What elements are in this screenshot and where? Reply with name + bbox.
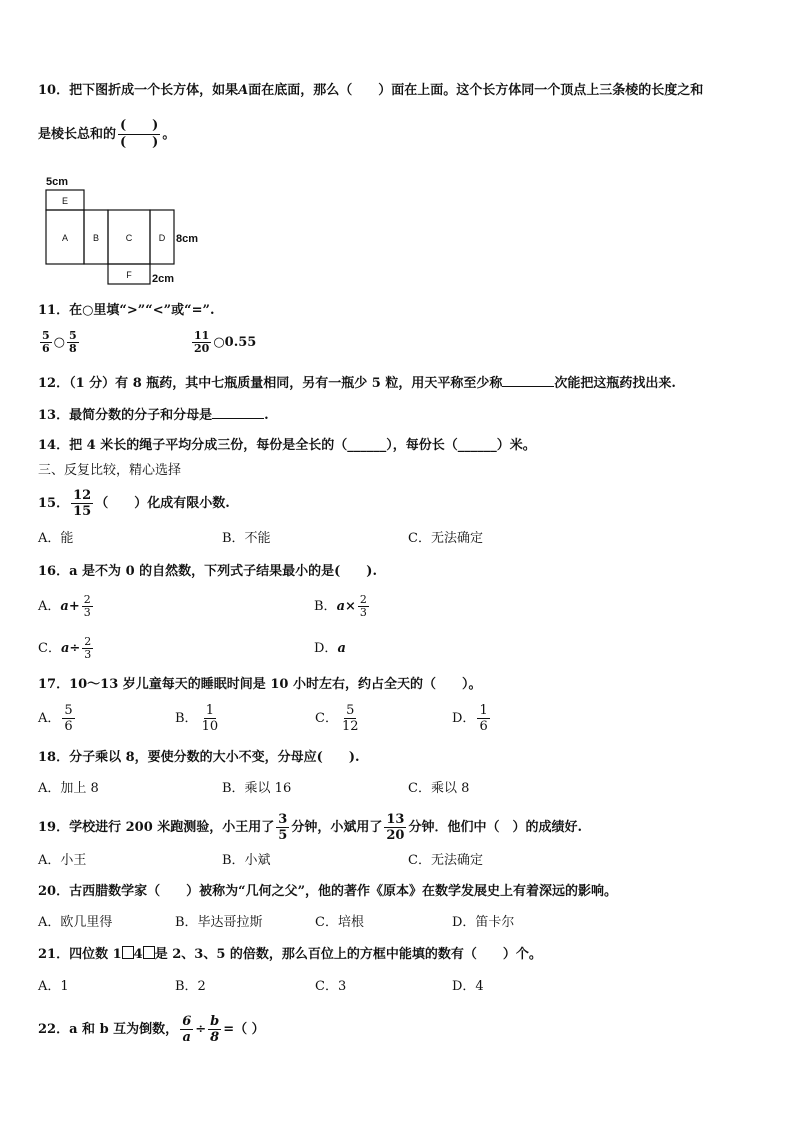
face-a-label: A xyxy=(61,233,69,243)
q17-c-num: 5 xyxy=(346,703,355,718)
q16-option-d[interactable] xyxy=(314,640,346,658)
q15-frac xyxy=(71,488,93,519)
q13-text2: . xyxy=(264,408,269,423)
face-f-label: F xyxy=(126,270,132,280)
q11-frac1-num: 5 xyxy=(42,329,50,342)
q10-frac-num: ( ) xyxy=(120,118,159,133)
dim-2cm-label: 2cm xyxy=(152,273,175,285)
q19-text2: 分钟，小斌用了 xyxy=(291,820,383,835)
q15-frac-den: 15 xyxy=(73,504,92,519)
q13-answer-blank[interactable] xyxy=(212,406,264,419)
q13-line xyxy=(38,406,269,425)
q19-frac1-num: 3 xyxy=(278,812,288,827)
q17-option-b[interactable] xyxy=(175,703,222,734)
q17-d-frac xyxy=(477,703,489,734)
q10-frac-den: ( ) xyxy=(120,135,159,150)
q11-frac2 xyxy=(67,330,79,355)
q17-c-label: C． xyxy=(315,711,338,726)
face-e-label: E xyxy=(61,196,69,206)
q16-c-expr: a÷ xyxy=(60,641,81,656)
q16-c-den: 3 xyxy=(84,648,92,661)
q20-option-a[interactable]: A．欧几里得 xyxy=(38,915,113,930)
q16-c-num: 2 xyxy=(84,635,92,648)
q17-b-den: 10 xyxy=(201,719,219,734)
q22-text1: 22．a 和 b 互为倒数， xyxy=(38,1022,179,1037)
q21-text2: 4 xyxy=(133,947,143,962)
q18-question: 18．分子乘以 8，要使分数的大小不变，分母应( ). xyxy=(38,750,360,765)
q21-option-c[interactable]: C．3 xyxy=(315,979,347,994)
q20-question: 20．古西腊数学家（ ）被称为“几何之父”，他的著作《原本》在数学发展史上有着深远的影响。 xyxy=(38,884,618,899)
q16-c-label: C． xyxy=(38,641,61,656)
q11-frac1 xyxy=(40,330,52,355)
q20-option-c[interactable]: C．培根 xyxy=(315,915,364,930)
q21-option-b[interactable]: B．2 xyxy=(175,979,206,994)
q16-d-expr: a xyxy=(337,641,346,656)
q10-cuboid-net-diagram xyxy=(40,174,220,286)
q16-b-den: 3 xyxy=(359,606,367,619)
q17-option-d[interactable] xyxy=(452,703,492,734)
q16-b-num: 2 xyxy=(359,593,367,606)
q10-text3: 是棱长总和的 xyxy=(38,127,117,142)
q22-frac1 xyxy=(180,1014,193,1045)
q15-option-c[interactable]: C．无法确定 xyxy=(408,531,483,546)
q17-c-den: 12 xyxy=(341,719,359,734)
q16-a-expr: a+ xyxy=(60,599,80,614)
q16-b-frac xyxy=(358,594,369,619)
section-3-heading: 三、反复比较，精心选择 xyxy=(38,463,182,478)
q11-circle1[interactable]: ○ xyxy=(53,335,65,350)
q11-item1 xyxy=(38,330,81,355)
q20-option-b[interactable]: B．毕达哥拉斯 xyxy=(175,915,263,930)
q19-option-a[interactable]: A．小王 xyxy=(38,853,87,868)
q14-question: 14．把 4 米长的绳子平均分成三份，每份是全长的（______），每份长（______）米。 xyxy=(38,438,536,453)
q17-a-label: A． xyxy=(38,711,61,726)
q12-line xyxy=(38,374,676,393)
q21-line xyxy=(38,946,542,964)
q19-frac2-den: 20 xyxy=(386,828,405,843)
q18-option-b[interactable]: B．乘以 16 xyxy=(222,781,292,796)
q21-text1: 21．四位数 1 xyxy=(38,947,122,962)
q21-units-box[interactable] xyxy=(143,946,155,959)
q15-line xyxy=(38,488,230,519)
q11-frac2-den: 8 xyxy=(69,342,77,355)
q10-line1 xyxy=(38,82,703,100)
face-b-label: B xyxy=(92,233,100,243)
q11-decimal: 0.55 xyxy=(224,335,257,350)
q19-frac2 xyxy=(384,812,406,843)
q11-frac1-den: 6 xyxy=(42,342,50,355)
q17-question: 17．10～13 岁儿童每天的睡眠时间是 10 小时左右，约占全天的（ ）。 xyxy=(38,677,482,692)
q15-number: 15． xyxy=(38,496,70,511)
q17-option-a[interactable] xyxy=(38,703,77,734)
dim-8cm-label: 8cm xyxy=(176,233,199,245)
dim-5cm-label: 5cm xyxy=(46,176,69,188)
q21-option-d[interactable]: D．4 xyxy=(452,979,484,994)
q11-circle2[interactable]: ○ xyxy=(213,335,225,350)
q11-question: 11．在○里填“>”“<”或“=”. xyxy=(38,303,215,318)
face-c-label: C xyxy=(125,233,133,243)
q22-frac1-den: a xyxy=(182,1030,191,1045)
q16-b-label: B． xyxy=(314,599,337,614)
q10-text4: 。 xyxy=(162,127,176,142)
q16-option-b[interactable] xyxy=(314,594,371,619)
q19-frac1-den: 5 xyxy=(278,828,288,843)
q22-frac1-num: 6 xyxy=(182,1014,192,1029)
q17-d-num: 1 xyxy=(479,703,488,718)
q17-d-den: 6 xyxy=(479,719,488,734)
q18-option-a[interactable]: A．加上 8 xyxy=(38,781,99,796)
q16-a-num: 2 xyxy=(83,593,91,606)
q16-a-den: 3 xyxy=(83,606,91,619)
q17-option-c[interactable] xyxy=(315,703,363,734)
q19-option-c[interactable]: C．无法确定 xyxy=(408,853,483,868)
q12-answer-blank[interactable] xyxy=(502,374,554,387)
q17-c-frac xyxy=(340,703,361,734)
q17-d-label: D． xyxy=(452,711,476,726)
q17-a-num: 5 xyxy=(64,703,73,718)
q15-option-a[interactable]: A．能 xyxy=(38,531,74,546)
q16-a-frac xyxy=(82,594,93,619)
q19-frac2-num: 13 xyxy=(386,812,405,827)
q22-frac2 xyxy=(208,1014,221,1045)
q16-b-expr: a× xyxy=(336,599,356,614)
q22-text2: =（ ） xyxy=(223,1022,265,1037)
q10-answer-fraction xyxy=(118,118,160,151)
q10-var: A xyxy=(238,83,249,98)
q22-frac2-den: 8 xyxy=(210,1030,220,1045)
q19-text3: 分钟．他们中（ ）的成绩好. xyxy=(408,820,582,835)
q17-a-den: 6 xyxy=(64,719,73,734)
q16-question: 16．a 是不为 0 的自然数，下列式子结果最小的是( ). xyxy=(38,564,377,579)
q11-frac3-num: 11 xyxy=(194,329,210,342)
q12-text1: 12．（1 分）有 8 瓶药，其中七瓶质量相同，另有一瓶少 5 粒，用天平称至少称 xyxy=(38,376,503,391)
q10-line2 xyxy=(38,118,175,151)
q13-text1: 13．最简分数的分子和分母是 xyxy=(38,408,213,423)
q15-frac-num: 12 xyxy=(73,488,92,503)
q15-option-b[interactable]: B．不能 xyxy=(222,531,271,546)
q17-b-label: B． xyxy=(175,711,198,726)
q15-text: （ ）化成有限小数. xyxy=(95,496,230,511)
q11-item2 xyxy=(190,330,256,355)
q22-operator: ÷ xyxy=(195,1022,207,1037)
q20-option-d[interactable]: D．笛卡尔 xyxy=(452,915,515,930)
q19-frac1 xyxy=(276,812,289,843)
q16-d-label: D． xyxy=(314,641,338,656)
q11-frac3-den: 20 xyxy=(194,342,210,355)
q19-text1: 19．学校进行 200 米跑测验，小王用了 xyxy=(38,820,275,835)
q22-line xyxy=(38,1014,265,1045)
q12-text2: 次能把这瓶药找出来. xyxy=(554,376,676,391)
q21-option-a[interactable]: A．1 xyxy=(38,979,69,994)
q17-b-num: 1 xyxy=(205,703,214,718)
face-d-label: D xyxy=(158,233,166,243)
q21-text3: 是 2、3、5 的倍数，那么百位上的方框中能填的数有（ ）个。 xyxy=(154,947,542,962)
q19-line xyxy=(38,812,582,843)
q11-frac3 xyxy=(192,330,211,355)
q18-option-c[interactable]: C．乘以 8 xyxy=(408,781,470,796)
q10-text1: 10．把下图折成一个长方体，如果 xyxy=(38,83,239,98)
q19-option-b[interactable]: B．小斌 xyxy=(222,853,271,868)
q10-text2: 面在底面，那么（ ）面在上面。这个长方体同一个顶点上三条棱的长度之和 xyxy=(248,83,704,98)
q16-a-label: A． xyxy=(38,599,61,614)
q22-frac2-num: b xyxy=(210,1014,220,1029)
q16-option-a[interactable] xyxy=(38,594,95,619)
q16-option-c[interactable] xyxy=(38,636,95,661)
q11-frac2-num: 5 xyxy=(69,329,77,342)
q16-c-frac xyxy=(82,636,93,661)
q21-hundreds-box[interactable] xyxy=(122,946,134,959)
q17-a-frac xyxy=(62,703,74,734)
q17-b-frac xyxy=(200,703,221,734)
